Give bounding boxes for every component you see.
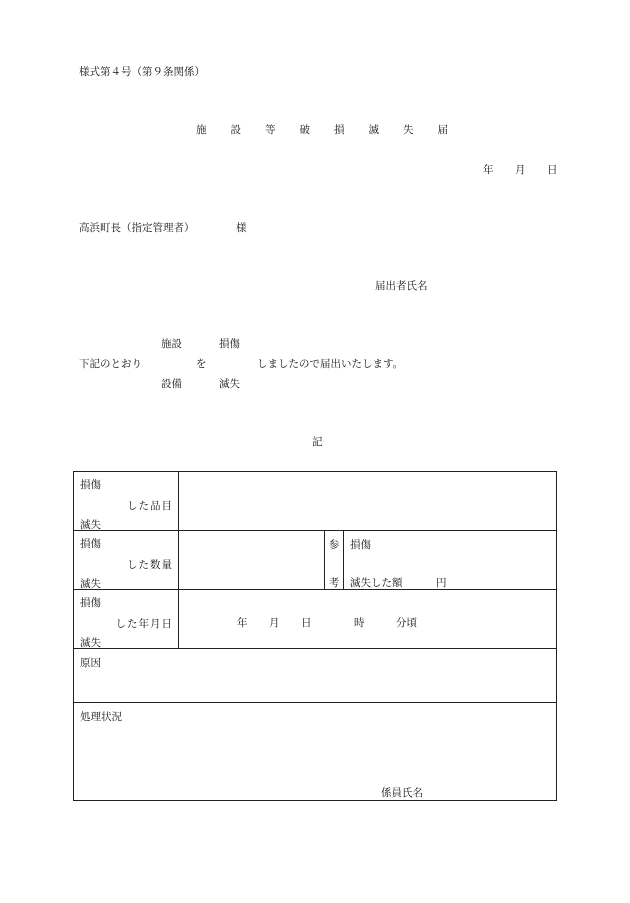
title-char: 破	[299, 124, 310, 136]
date-line	[483, 165, 558, 176]
addressee-name: 高浜町長（指定管理者）	[79, 222, 195, 234]
statement-top-a: 施設	[161, 338, 182, 350]
title-char: 失	[403, 124, 414, 136]
statement-prefix: 下記のとおり	[79, 358, 142, 370]
damage-amount-cell[interactable]	[344, 531, 557, 590]
quantity-value-cell[interactable]	[179, 531, 325, 590]
staff-name-label: 係員氏名	[381, 787, 423, 799]
date-label-cell	[74, 590, 179, 649]
label-bottom: 滅失	[80, 637, 101, 649]
amount-label: 滅失した額	[350, 577, 403, 589]
label-top: 損傷	[80, 479, 101, 491]
title-char: 施	[196, 124, 207, 136]
dt-hour: 時	[354, 617, 365, 629]
document-title	[196, 125, 472, 136]
title-char: 届	[437, 124, 448, 136]
table-row	[74, 590, 557, 649]
submitter-label: 届出者氏名	[375, 280, 428, 292]
dt-year: 年	[237, 617, 248, 629]
table-row	[74, 703, 557, 801]
cause-cell[interactable]	[74, 649, 557, 703]
reference-bottom: 考	[328, 577, 340, 589]
label-main: した年月日	[115, 618, 173, 630]
status-cell[interactable]	[74, 703, 557, 801]
statement-suffix: しましたので届出いたします。	[257, 358, 404, 370]
label-main: した数量	[127, 559, 173, 571]
status-label: 処理状況	[80, 711, 122, 723]
title-char: 損	[334, 124, 345, 136]
statement-top-b: 損傷	[219, 338, 240, 350]
title-char: 滅	[368, 124, 379, 136]
date-year: 年	[483, 164, 494, 176]
ki-heading: 記	[312, 436, 323, 448]
report-table	[73, 471, 557, 801]
dt-minute: 分頃	[396, 617, 417, 629]
date-day: 日	[547, 164, 558, 176]
reference-label-cell	[325, 531, 344, 590]
amount-top: 損傷	[350, 539, 371, 551]
table-row	[74, 472, 557, 531]
datetime-value-cell[interactable]	[179, 590, 557, 649]
label-bottom: 滅失	[80, 519, 101, 531]
yen-unit: 円	[436, 577, 447, 589]
date-month: 月	[515, 164, 526, 176]
statement-wo: を	[196, 358, 207, 370]
title-char: 設	[230, 124, 241, 136]
reference-top: 参	[328, 539, 340, 551]
item-label-cell	[74, 472, 179, 531]
cause-label: 原因	[80, 657, 101, 669]
title-char: 等	[265, 124, 276, 136]
statement-bottom-b: 滅失	[219, 378, 240, 390]
label-main: した品目	[127, 500, 173, 512]
form-number: 様式第４号（第９条関係）	[79, 66, 205, 78]
statement-bottom-a: 設備	[161, 378, 182, 390]
dt-day: 日	[301, 617, 312, 629]
quantity-label-cell	[74, 531, 179, 590]
label-top: 損傷	[80, 538, 101, 550]
label-top: 損傷	[80, 597, 101, 609]
label-bottom: 滅失	[80, 578, 101, 590]
dt-month: 月	[269, 617, 280, 629]
addressee-honorific: 様	[236, 222, 247, 234]
item-value-cell[interactable]	[179, 472, 557, 531]
table-row	[74, 531, 557, 590]
table-row	[74, 649, 557, 703]
